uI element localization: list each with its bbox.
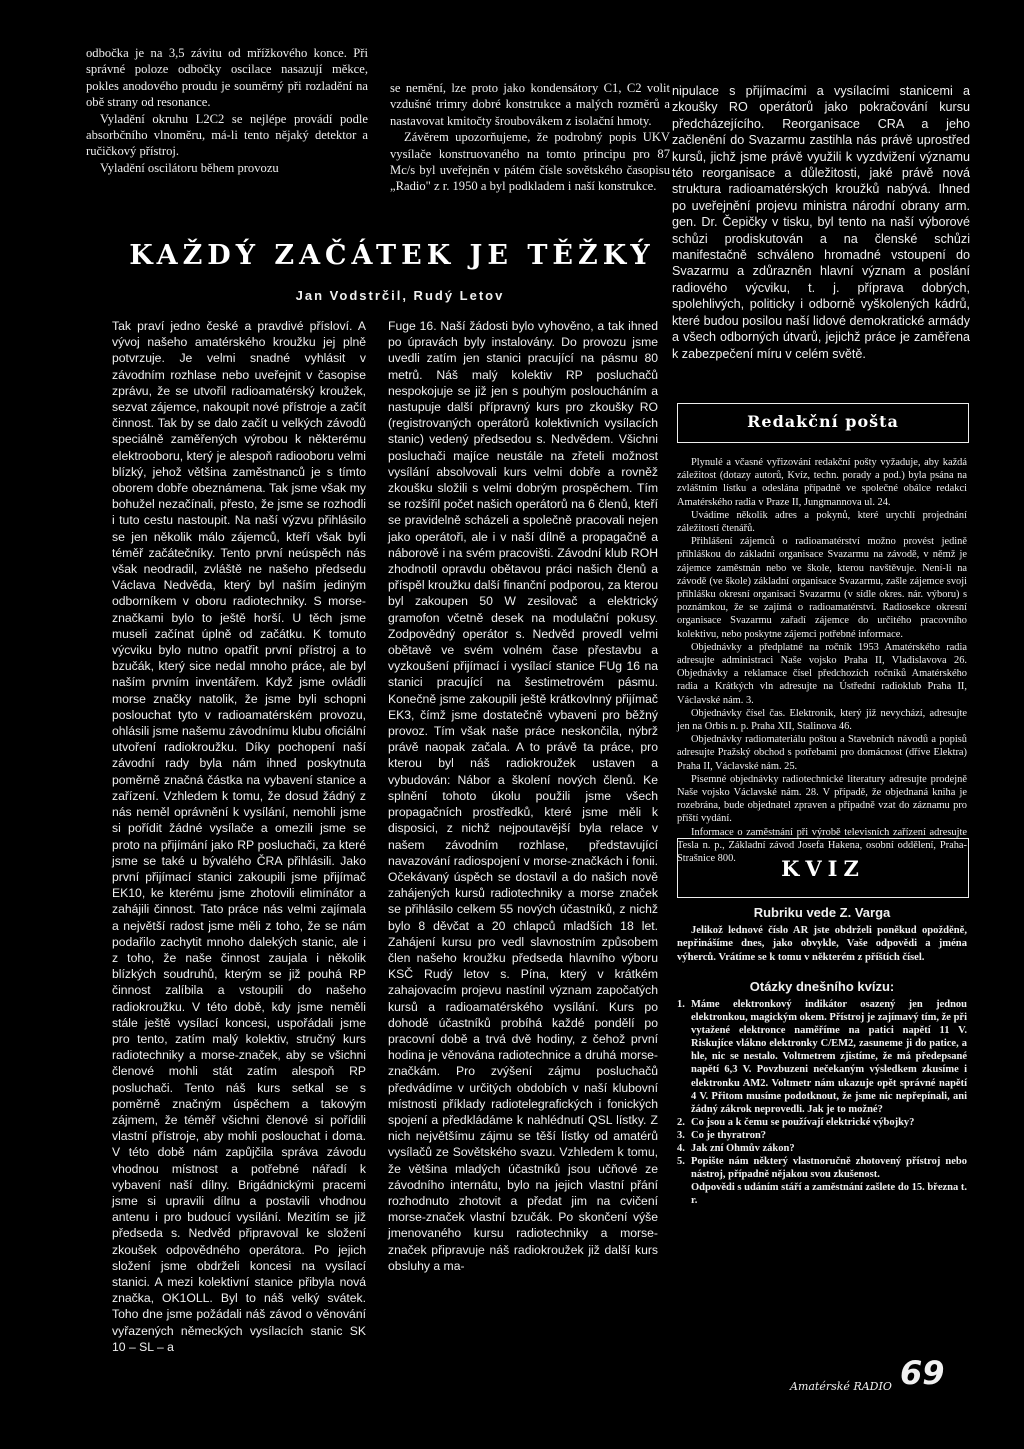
question-text: Máme elektronkový indikátor osazený jen jednou elektronkou, magickým okem. Přístroj je zajímavý tím, že při vytažené elektronce naměříme na patici napětí 11 V. Riskujíce vlákno elektronky C/EM2, zasuneme ji do patice, a hle, nic se nestalo. Voltmetrem zjistíme, že má předepsané napětí 6,3 V. Povzbuzeni nečekaným výsledkem zkusíme i elektronku AM2. Voltmetr nám ukazuje opět správné napětí 4 V. Přitom musíme podotknout, že jsme nic nepřepínali, ani žádný zákrok neprovedli. Jak je to možné? (691, 999, 967, 1115)
kviz-questions-heading: Otázky dnešního kvízu: (749, 979, 895, 994)
question-number: 3. (677, 1129, 685, 1141)
question-number: 1. (677, 999, 685, 1010)
paragraph: Závěrem upozorňujeme, že podrobný popis UKV vysílače konstruovaného na tomto principu pro 87 Mc/s byl uveřejněn v pátém čísle sovětského časopisu „Radio" z r. 1950 a byl podkladem i naší konstrukce. (390, 130, 670, 194)
page-number: 69 (900, 1354, 945, 1392)
paragraph: Fuge 16. Naší žádosti bylo vyhověno, a tak ihned po úpravách byly instalovány. Do provozu jsme uvedli zatím jen stanici pracující na pásmu 80 metrů. Náš malý kolektiv RP posluchačů nespokojuje se již jen s pouhým posloucháním a nastupuje další přípravný kurs pro zkoušky RO (registrovaných operátorů kolektivních vysílacích stanic) vedený předsedou s. Nedvědem. Všichni posluchači majíce neustále na zřeteli možnost vysílání absolvovali kurs velmi dobře a rovněž zkoušku složili s velmi dobrým prospěchem. Tím se rozšířil počet našich operátorů na 6 členů, kteří se pravidelně scházeli a společně pracovali nejen jako operátoři, ale i v naší dílně a propagačně a náborově i na svém pracovišti. Závodní klub ROH zhodnotil opravdu obětavou práci našich členů a příspěl kroužku další finanční podporou, za kterou byl zakoupen 50 W zesilovač a elektrický gramofon včetně desek na modulační pokusy. Zodpovědný operátor s. Nedvěd provedl velmi obětavě ve svém volném čase přestavbu a vyzkoušení přijímací i vysílací stanice FUg 16 na stanici pracující na šestimetrovém pásmu. Konečně jsme zakoupili ještě krátkovlnný přijímač EK3, čímž jsme dostatečně vybaveni pro běžný provoz. Tím však naše práce neskončila, nýbrž právě naopak začala. A to právě ta práce, pro kterou byl náš radiokroužek ustaven a vybudován: Nábor a školení nových členů. Ke splnění tohoto úkolu použili jsme všech propagačních prostředků, které jsme měli k disposici, z nichž nejpoutavější byla relace v našem závodním rozhlase, představující navazování radiospojení v morse-značkách i fonii. Očekávaný úspěch se dostavil a do našich nově zahájených kursů radiotechniky a morse značek se přihlásilo celkem 55 nových účastníků, z nichž bylo 8 děvčat a 20 chlapců mladších 18 let. Zahájení kursu pro vedl slavnostním způsobem člen našeho kroužku předseda hlavního výboru KSČ Rudý letov s. Pína, který v krátkém zahajovacím projevu nastínil význam započatých kursů a radioamatérského vysílání. Kurs po dohodě účastníků probíhá každé pondělí po pracovní době a trvá dvě hodiny, z čehož první hodina je věnována radiotechnice a druhá morse-značkám. Pro zvýšení zájmu posluchačů předvádíme v určitých obdobích v naší klubovní místnosti příklady radiotelegrafických i fonických spojení a předkládáme k nahlédnutí QSL lístky. Z nich největšímu zájmu se těší lístky od amatérů vysílačů ze Sovětského svazu. Vzhledem k tomu, že většina mladých účastníků jsou učňové ze závodního internátu, bylo na jejich vlastní přání rozhodnuto zhotovit a předat jim na cvičení morse-značek vlastní bzučák. Po skončení výše jmenovaného kursu radiotechniky a morse-značek připravuje náš radiokroužek již další kurs obsluhy a ma- (388, 319, 658, 1273)
kviz-subtitle: Rubriku vede Z. Varga (753, 905, 891, 920)
list-item (677, 1181, 967, 1207)
question-text: Odpovědi s udáním stáří a zaměstnání zašlete do 15. března t. r. (691, 1182, 967, 1207)
question-text: Co je thyratron? (691, 1129, 767, 1141)
redakce-text (677, 456, 967, 865)
kviz-title: KVIZ (781, 856, 865, 881)
redakce-heading-box (677, 403, 969, 443)
question-text: Popište nám některý vlastnoručně zhotovený přístroj nebo nástroj, případně nějakou svou zkušenost. (691, 1156, 967, 1181)
list-item (677, 1116, 967, 1129)
redakce-title: Redakční pošta (747, 412, 899, 431)
list-item (677, 1142, 967, 1155)
question-number: 4. (677, 1143, 685, 1155)
paragraph: Jelikož lednové číslo AR jste obdrželi poněkud opožděně, nepřinášíme dnes, jako obvykle, Vaše odpovědi a jména výherců. Vrátíme se k tomu v některém z příštích čísel. (677, 925, 967, 963)
paragraph: Přihlášení zájemců o radioamatérství možno provést jedině příhláškou do základní organisace Svazarmu na závodě, v němž je zájemce zaměstnán nebo ve škole, kterou navštěvuje. Není-li na závodě (ve škole) základní organisace Svazarmu, zašle zájemce svoji přihlášku okresní organisaci Svazarmu (v sídle okres. nár. výboru) s poznámkou, že se zajímá o radioamatérství. Radiosekce okresní organisace Svazarmu zařadí zájemce do určitého pracovního kolektivu, nebo poskytne zájemci potřebné informace. (677, 536, 967, 640)
article-headline: KAŽDÝ ZAČÁTEK JE TĚŽKÝ (129, 240, 655, 271)
paragraph: Vyladění oscilátoru během provozu (100, 160, 279, 175)
paragraph: Informace o zaměstnání při výrobě televisních zařízení adresujte Tesla n. p., Základní závod Josefa Hakena, osobní oddělení, Praha-Strašnice 800. (677, 826, 967, 865)
list-item (677, 1155, 967, 1181)
kviz-intro (677, 924, 967, 964)
kviz-questions-list (677, 998, 967, 1208)
right-column-text (672, 83, 970, 362)
top-middle-column (390, 80, 670, 195)
paragraph: se nemění, lze proto jako kondensátory C1, C2 volit vzdušné trimry dobré konstrukce a malých rozměrů a nastavovat kmitočty šroubovákem z isolační hmoty. (390, 81, 670, 128)
paragraph: nipulace s přijímacími a vysílacími stanicemi a zkoušky RO operátorů jako pokračování kursu předcházejícího. Reorganisace CRA a jeho začlenění do Svazarmu zastihla nás právě uprostřed kursů, jichž jsme právě využili k vyzdvižení významu této reorganisace a důležitosti, jaké právě nová struktura radioamatérských kroužků nabývá. Ihned po uveřejnění projevu ministra národní obrany arm. gen. Dr. Čepičky v tisku, byl tento na naší výborové schůzi prodiskutován a na členské schůzi manifestačně schváleno hromadné vstoupení do Svazarmu a zdůrazněn hlavní význam a poslání radiového výcviku, t. j. příprava dobrých, spolehlivých, politicky i odborně vyškolených kádrů, které budou posilou naší lidové demokratické armády a všech odborných útvarů, jejichž práce je zaměřena k zabezpečení míru v celém světě. (672, 84, 970, 361)
kviz-heading-box (677, 838, 969, 898)
list-item (677, 1129, 967, 1142)
paragraph: Objednávky a předplatné na ročník 1953 Amatérského radia adresujte administraci Naše vojsko Praha II, Vladislavova 26. Objednávky a reklamace čísel předchozích ročníků Amatérského radia a Krátkých vln adresujte na Ústřední radioklub Praha II, Václavské nám. 3. (677, 641, 967, 706)
paragraph: Uvádíme několik adres a pokynů, které urychlí projednání záležitostí čtenářů. (677, 509, 967, 535)
article-authors: Jan Vodstrčil, Rudý Letov (295, 288, 505, 303)
paragraph: Plynulé a včasné vyřizování redakční pošty vyžaduje, aby každá záležitost (dotazy autorů, Kvíz, techn. porady a pod.) byla psána na zvláštním lístku a odeslána případně ve společné obálce redakci Amatérského radia v Praze II, Jungmannova ul. 24. (677, 457, 967, 508)
article-column-left (112, 318, 366, 1355)
paragraph: Tak praví jedno české a pravdivé přísloví. A vývoj našeho amatérského kroužku jej plně potvrzuje. Je velmi snadné vyhlásit v závodním rozhlase nebo uveřejnit v časopise zprávu, že se utvořil radioamatérský kroužek, sezvat zájemce, nakoupit nové přístroje a začít činnost. Tak by se dalo začít u velkých závodů speciálně zaměřených výrobou k některému elektrooboru, který je alespoň radiooboru velmi blízký, jehož většina zaměstnanců je s tímto oborem dobře obeznámena. Tak jsme však my bohužel nezačínali, přesto, že jsme se rozhodli i tuto cestu nastoupit. Na naší výzvu přihlásilo se jen několik málo zájemců, kteří však byli téměř začátečníky. Tento první neúspěch nás však neodradil, zvláště ne našeho předsedu Václava Nedvěda, který byl naším jediným odborníkem v oboru radiotechniky. S morse-značkami bylo to ještě horší. U těch jsme museli začínat úplně od začátku. K tomuto výcviku bylo nutno opatřit první přístroj a to bzučák, který sice nedal mnoho práce, ale byl naším prvním inventářem. Když jsme ovládli morse značky natolik, že jsme byli schopni poslouchat tyto v radioamatérském provozu, ohlásili jsme našemu závodnímu klubu oficiální utvoření radiokroužku. Díky pochopení naší závodní rady byla nám ihned poskytnuta poměrně značná částka na vybavení stanice a zařízení. Vzhledem k tomu, že dosud žádný z nás neměl oprávnění k vysílání, nemohli jsme si pořídit žádné vysílače a omezili jsme se proto na přijímání jako RP posluchači, za které jsme se také u bývalého ČRA přihlásili. Jako první přijímací stanici zakoupili jsme přijímač EK10, ke kterému jsme zhotovili elimínátor a zahájili činnost. Tato práce nás velmi zajímala a největší radost jsme měli z toho, že se nám podařilo zachytit mnoho dalekých stanic, ale i z toho, že naše činnost zaujala i několik blízkých soudruhů, kterým se již pouhá RP činnost zalíbila a vstoupili do našeho radiokroužku. V této době, kdy jsme neměli stále ještě vysílací koncesi, uspořádali jsme pro tento, zatím malý kolektiv, stručný kurs radiotechniky a morse-značek, aby se všichni členové mohli stát zatím alespoň RP posluchači. Tento náš kurs setkal se s poměrně značným úspěchem a takovým zájmem, že téměř všichni členové si pořídili vlastní přístroje, aby mohli poslouchat i doma. V této době nám zapůjčila správa závodu vhodnou místnost a potřebné nářadí k vybavení naší dílny. Brigádnickými pracemi jsme si upravili dílnu a postavili vhodnou antenu i pro budoucí vysílání. Mezitím se již předseda s. Nedvěd připravoval ke složení zkoušek odpovědného operátora. Po jejich složení jsme obdrželi koncesi na vysílací stanici. A mezi kolektivní stanice přibyla nová značka, OK1OLL. Byl to náš velký svátek. Toho dne jsme požádali náš závod o věnování vyřazených německých vysílacích stanic SK 10 – SL – a (112, 319, 366, 1354)
article-column-middle (388, 318, 658, 1274)
question-number: 2. (677, 1116, 685, 1128)
list-item (677, 998, 967, 1116)
paragraph: Objednávky radiomateriálu poštou a Stavebních návodů a popisů adresujte Pražský obchod s potřebami pro domácnost (dříve Elektra) Praha II, Václavské nám. 25. (677, 734, 967, 772)
paragraph: odbočka je na 3,5 závitu od mřížkového konce. Při správné poloze odbočky oscilace nasazují měkce, pokles anodového proudu je souměrný při rozladění na obě strany od resonance. (86, 46, 368, 110)
question-number (677, 1181, 691, 1207)
paragraph: Písemné objednávky radiotechnické literatury adresujte prodejně Naše vojsko Václavské nám. 28. V případě, že objednaná kniha je rozebrána, bude objednatel zpraven a případně vzat do záznamu pro příští vydání. (677, 773, 967, 825)
question-text: Co jsou a k čemu se používají elektrické výbojky? (691, 1116, 915, 1128)
top-left-column (86, 45, 368, 176)
question-number: 5. (677, 1156, 685, 1168)
paragraph: Vyladění okruhu L2C2 se nejlépe provádí podle absorbčního vlnoměru, má-li tento nějaký detektor a ručičkový přístroj. (86, 111, 368, 159)
question-text: Jak zní Ohmův zákon? (691, 1143, 795, 1155)
magazine-name: Amatérské RADIO (790, 1380, 892, 1393)
paragraph: Objednávky čísel čas. Elektronik, který již nevychází, adresujte jen na Orbis n. p. Praha XII, Stalinova 46. (677, 707, 967, 733)
